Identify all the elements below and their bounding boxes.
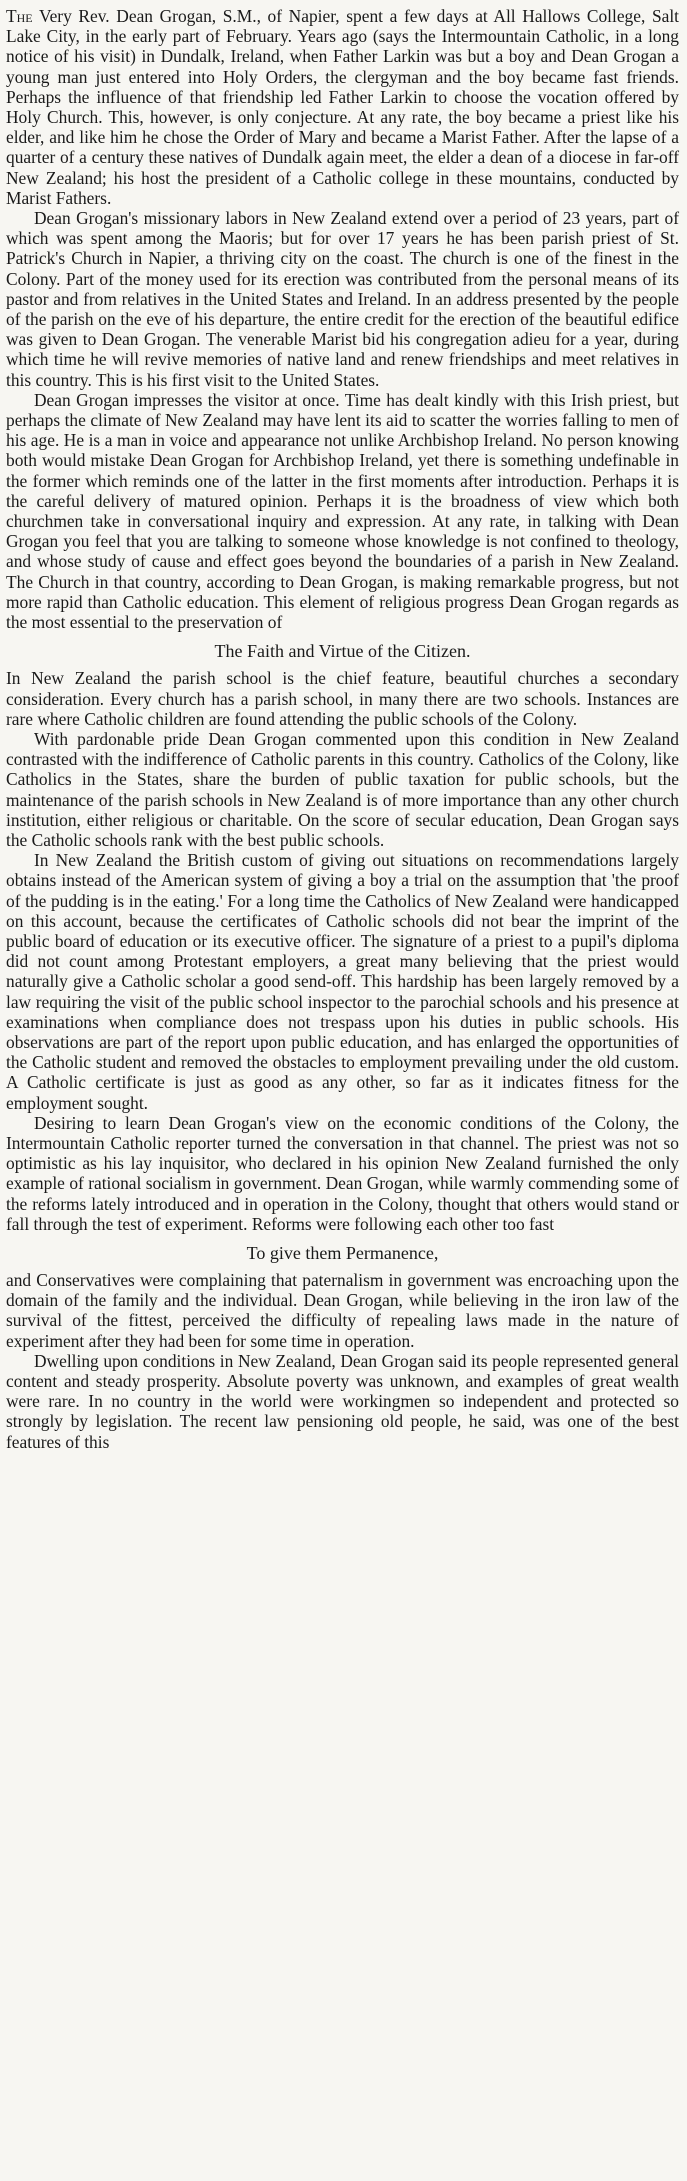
article-paragraph-2: Dean Grogan's missionary labors in New Zealand extend over a period of 23 years, part of which was spent among the Maoris; but for over 17 years he has been parish priest of St. Patrick's Church in Napier, a thriving city on the coast. The church is one of the finest in the Colony. Part of the money used for its erection was contributed from the personal means of its pastor and from relatives in the United States and Ireland. In an address presented by the people of the parish on the eve of his departure, the entire credit for the erection of the beautiful edifice was given to Dean Grogan. The venerable Marist bid his congregation adieu for a year, during which time he will revive memories of native land and renew friendships and meet relatives in this country. This is his first visit to the United States.: [6, 208, 679, 390]
lead-word: The: [6, 6, 33, 26]
paragraph-text: Very Rev. Dean Grogan, S.M., of Napier, spent a few days at All Hallows College, Salt Lake City, in the early part of February. Years ago (says the Intermountain Catholic, in a long notice of his visit) in Dundalk, Ireland, when Father Larkin was but a boy and Dean Grogan a young man just entered into Holy Orders, the clergyman and the boy became fast friends. Perhaps the influence of that friendship led Father Larkin to choose the vocation offered by Holy Church. This, however, is only conjecture. At any rate, the boy became a priest like his elder, and like him he chose the Order of Mary and became a Marist Father. After the lapse of a quarter of a century these natives of Dundalk again meet, the elder a dean of a diocese in far-off New Zealand; his host the president of a Catholic college in these mountains, conducted by Marist Fathers.: [6, 6, 679, 208]
article-paragraph-3: Dean Grogan impresses the visitor at once. Time has dealt kindly with this Irish priest, but perhaps the climate of New Zealand may have lent its aid to scatter the worries falling to men of his age. He is a man in voice and appearance not unlike Archbishop Ireland. No person knowing both would mistake Dean Grogan for Archbishop Ireland, yet there is something undefinable in the former which reminds one of the latter in the first moments after introduction. Perhaps it is the careful delivery of matured opinion. Perhaps it is the broadness of view which both churchmen take in conversational inquiry and expression. At any rate, in talking with Dean Grogan you feel that you are talking to someone whose knowledge is not confined to theology, and whose study of cause and effect goes beyond the boundaries of a parish in New Zealand. The Church in that country, according to Dean Grogan, is making remarkable progress, but not more rapid than Catholic education. This element of religious progress Dean Grogan regards as the most essential to the preservation of: [6, 389, 679, 633]
article-paragraph-6: In New Zealand the British custom of giving out situations on recommendations largely obtains instead of the American system of giving a boy a trial on the assumption that 'the proof of the pudding is in the eating.' For a long time the Catholics of New Zealand were handicapped on this account, because the certificates of Catholic schools did not bear the imprint of the public board of education or its executive officer. The signature of a priest to a pupil's diploma did not count among Protestant employers, a great many believing that the priest would naturally give a Catholic scholar a good send-off. This hardship has been largely removed by a law requiring the visit of the public school inspector to the parochial schools and his presence at examinations when compliance does not trespass upon his duties in public schools. His observations are part of the report upon public education, and has enlarged the opportunities of the Catholic student and removed the obstacles to employment prevailing under the old custom. A Catholic certificate is just as good as any other, so far as it indicates fitness for the employment sought.: [6, 850, 679, 1113]
article-paragraph-9: Dwelling upon conditions in New Zealand, Dean Grogan said its people represented general content and steady prosperity. Absolute poverty was unknown, and examples of great wealth were rare. In no country in the world were workingmen so independent and protected so strongly by legislation. The recent law pensioning old people, he said, was one of the best features of this: [6, 1350, 679, 1452]
article-paragraph-4: In New Zealand the parish school is the chief feature, beautiful churches a secondary consideration. Every church has a parish school, in many there are two schools. Instances are rare where Catholic children are found attending the public schools of the Colony.: [6, 668, 679, 729]
article-paragraph-5: With pardonable pride Dean Grogan commented upon this condition in New Zealand contrasted with the indifference of Catholic parents in this country. Catholics of the Colony, like Catholics in the States, share the burden of public taxation for public schools, but the maintenance of the parish schools in New Zealand is of more importance than any other church institution, either religious or charitable. On the score of secular education, Dean Grogan says the Catholic schools rank with the best public schools.: [6, 728, 679, 850]
article-paragraph-1: [6, 6, 679, 208]
article-paragraph-7: Desiring to learn Dean Grogan's view on the economic conditions of the Colony, the Intermountain Catholic reporter turned the conversation in that channel. The priest was not so optimistic as his lay inquisitor, who declared in his opinion New Zealand furnished the only example of rational socialism in government. Dean Grogan, while warmly commending some of the reforms lately introduced and in operation in the Colony, thought that others would stand or fall through the test of experiment. Reforms were following each other too fast: [6, 1112, 679, 1234]
article-paragraph-8: and Conservatives were complaining that paternalism in government was encroaching upon the domain of the family and the individual. Dean Grogan, while believing in the iron law of the survival of the fittest, perceived the difficulty of repealing laws made in the nature of experiment after they had been for some time in operation.: [6, 1269, 679, 1351]
section-heading-faith-and-virtue: The Faith and Virtue of the Citizen.: [214, 641, 471, 662]
section-heading-permanence: To give them Permanence,: [246, 1242, 439, 1263]
